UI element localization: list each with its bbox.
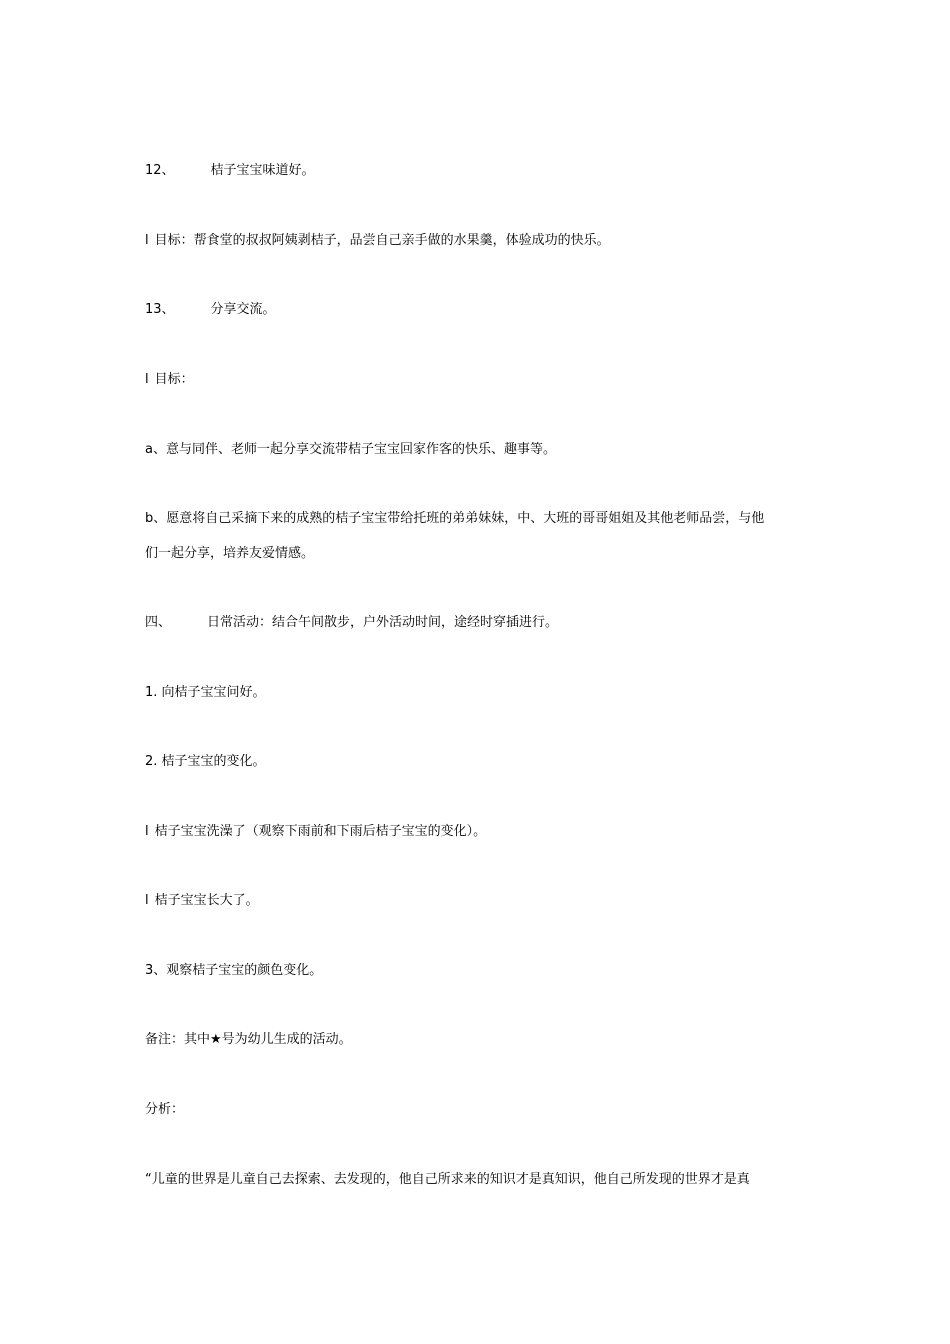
bullet-marker: l xyxy=(145,824,149,839)
section-title: 桔子宝宝味道好。 xyxy=(210,163,315,178)
goal-item-a: a、意与同伴、老师一起分享交流带桔子宝宝回家作客的快乐、趣事等。 xyxy=(145,442,556,457)
note-line: 备注：其中★号为幼儿生成的活动。 xyxy=(145,1032,352,1047)
section-4-heading xyxy=(145,615,558,631)
bullet-marker: l xyxy=(145,893,149,908)
goal-item-b-continued: 们一起分享，培养友爱情感。 xyxy=(145,546,315,561)
bullet-item xyxy=(145,824,486,840)
goal-line xyxy=(145,372,194,388)
goal-text: 目标： xyxy=(154,372,194,387)
section-number: 12、 xyxy=(145,163,175,178)
goal-item-b: b、愿意将自己采摘下来的成熟的桔子宝宝带给托班的弟弟妹妹，中、大班的哥哥姐姐及其他老师品尝，与他 xyxy=(145,511,765,526)
list-item-2: 2. 桔子宝宝的变化。 xyxy=(145,754,266,769)
list-item-3: 3、观察桔子宝宝的颜色变化。 xyxy=(145,963,323,978)
goal-text: 目标：帮食堂的叔叔阿姨剥桔子，品尝自己亲手做的水果羹，体验成功的快乐。 xyxy=(154,233,610,248)
bullet-text: 桔子宝宝洗澡了（观察下雨前和下雨后桔子宝宝的变化）。 xyxy=(154,824,487,839)
analysis-paragraph: “儿童的世界是儿童自己去探索、去发现的，他自己所求来的知识才是真知识，他自己所发现的世界才是真 xyxy=(145,1172,750,1187)
section-12-heading xyxy=(145,163,315,179)
section-number: 四、 xyxy=(145,615,172,630)
goal-line xyxy=(145,233,610,249)
bullet-text: 桔子宝宝长大了。 xyxy=(154,893,259,908)
section-number: 13、 xyxy=(145,302,175,317)
analysis-heading: 分析： xyxy=(145,1102,185,1117)
bullet-item xyxy=(145,893,259,909)
bullet-marker: l xyxy=(145,372,149,387)
bullet-marker: l xyxy=(145,233,149,248)
section-title: 分享交流。 xyxy=(210,302,276,317)
section-13-heading xyxy=(145,302,276,318)
section-title: 日常活动：结合午间散步，户外活动时间，途经时穿插进行。 xyxy=(207,615,559,630)
list-item-1: 1. 向桔子宝宝问好。 xyxy=(145,685,266,700)
